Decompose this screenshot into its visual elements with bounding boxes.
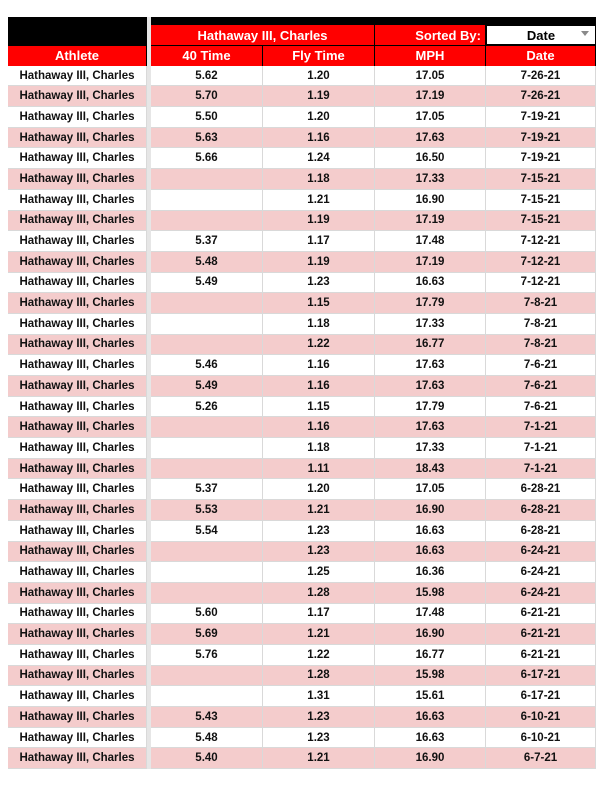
date-cell[interactable]: 6-28-21 bbox=[486, 521, 596, 542]
date-cell[interactable]: 6-10-21 bbox=[486, 728, 596, 749]
table-row bbox=[8, 231, 596, 252]
forty-time-cell[interactable] bbox=[151, 190, 263, 211]
fly-time-cell[interactable]: 1.24 bbox=[263, 148, 375, 169]
mph-cell[interactable]: 17.63 bbox=[375, 128, 486, 149]
athlete-cell[interactable]: Hathaway III, Charles bbox=[8, 128, 147, 149]
mph-cell[interactable]: 16.63 bbox=[375, 521, 486, 542]
athlete-cell[interactable]: Hathaway III, Charles bbox=[8, 397, 147, 418]
table-row bbox=[8, 583, 596, 604]
fly-time-cell[interactable]: 1.21 bbox=[263, 624, 375, 645]
date-cell[interactable]: 6-28-21 bbox=[486, 479, 596, 500]
mph-cell[interactable]: 16.63 bbox=[375, 728, 486, 749]
date-cell[interactable]: 6-10-21 bbox=[486, 707, 596, 728]
forty-time-cell[interactable]: 5.48 bbox=[151, 252, 263, 273]
sort-dropdown[interactable] bbox=[486, 25, 596, 45]
date-cell[interactable]: 6-21-21 bbox=[486, 604, 596, 625]
date-cell[interactable]: 6-28-21 bbox=[486, 500, 596, 521]
date-cell[interactable]: 7-15-21 bbox=[486, 211, 596, 232]
forty-time-cell[interactable]: 5.63 bbox=[151, 128, 263, 149]
forty-time-cell[interactable] bbox=[151, 335, 263, 356]
athlete-cell[interactable]: Hathaway III, Charles bbox=[8, 148, 147, 169]
fly-time-cell[interactable]: 1.28 bbox=[263, 583, 375, 604]
table-row bbox=[8, 562, 596, 583]
mph-cell[interactable]: 15.98 bbox=[375, 666, 486, 687]
mph-cell[interactable]: 17.19 bbox=[375, 86, 486, 107]
table-row bbox=[8, 128, 596, 149]
date-cell[interactable]: 7-19-21 bbox=[486, 148, 596, 169]
mph-cell[interactable]: 17.33 bbox=[375, 438, 486, 459]
fly-time-cell[interactable]: 1.23 bbox=[263, 707, 375, 728]
forty-time-cell[interactable]: 5.54 bbox=[151, 521, 263, 542]
forty-time-cell[interactable] bbox=[151, 417, 263, 438]
date-cell[interactable]: 6-21-21 bbox=[486, 645, 596, 666]
table-body bbox=[8, 66, 596, 769]
athlete-cell[interactable]: Hathaway III, Charles bbox=[8, 190, 147, 211]
mph-cell[interactable]: 17.79 bbox=[375, 397, 486, 418]
athlete-cell[interactable]: Hathaway III, Charles bbox=[8, 748, 147, 769]
date-cell[interactable]: 6-24-21 bbox=[486, 542, 596, 563]
table-row bbox=[8, 314, 596, 335]
fly-time-cell[interactable]: 1.23 bbox=[263, 542, 375, 563]
fly-time-cell[interactable]: 1.11 bbox=[263, 459, 375, 480]
athlete-cell[interactable]: Hathaway III, Charles bbox=[8, 438, 147, 459]
table-row bbox=[8, 624, 596, 645]
athlete-cell[interactable]: Hathaway III, Charles bbox=[8, 666, 147, 687]
fly-time-cell[interactable]: 1.19 bbox=[263, 252, 375, 273]
table-row bbox=[8, 666, 596, 687]
table-row bbox=[8, 542, 596, 563]
table-row bbox=[8, 500, 596, 521]
header-40-time: 40 Time bbox=[151, 45, 263, 66]
fly-time-cell[interactable]: 1.15 bbox=[263, 397, 375, 418]
mph-cell[interactable]: 17.48 bbox=[375, 604, 486, 625]
fly-time-cell[interactable]: 1.21 bbox=[263, 500, 375, 521]
header-athlete: Athlete bbox=[8, 45, 147, 66]
athlete-cell[interactable]: Hathaway III, Charles bbox=[8, 479, 147, 500]
forty-time-cell[interactable]: 5.49 bbox=[151, 273, 263, 294]
date-cell[interactable]: 7-26-21 bbox=[486, 86, 596, 107]
date-cell[interactable]: 7-12-21 bbox=[486, 231, 596, 252]
table-row bbox=[8, 107, 596, 128]
top-black-band bbox=[8, 17, 596, 25]
forty-time-cell[interactable]: 5.53 bbox=[151, 500, 263, 521]
date-cell[interactable]: 6-17-21 bbox=[486, 686, 596, 707]
table-row bbox=[8, 645, 596, 666]
athlete-cell[interactable]: Hathaway III, Charles bbox=[8, 686, 147, 707]
athlete-cell[interactable]: Hathaway III, Charles bbox=[8, 86, 147, 107]
mph-cell[interactable]: 16.90 bbox=[375, 748, 486, 769]
date-cell[interactable]: 7-8-21 bbox=[486, 335, 596, 356]
athlete-cell[interactable]: Hathaway III, Charles bbox=[8, 500, 147, 521]
date-cell[interactable]: 7-1-21 bbox=[486, 438, 596, 459]
athlete-cell[interactable]: Hathaway III, Charles bbox=[8, 273, 147, 294]
forty-time-cell[interactable]: 5.62 bbox=[151, 66, 263, 87]
sort-dropdown-value: Date bbox=[526, 27, 556, 43]
forty-time-cell[interactable] bbox=[151, 542, 263, 563]
forty-time-cell[interactable]: 5.70 bbox=[151, 86, 263, 107]
mph-cell[interactable]: 17.33 bbox=[375, 314, 486, 335]
mph-cell[interactable]: 17.05 bbox=[375, 107, 486, 128]
table-row bbox=[8, 355, 596, 376]
sorted-by-label: Sorted By: bbox=[375, 25, 486, 45]
date-cell[interactable]: 7-15-21 bbox=[486, 190, 596, 211]
forty-time-cell[interactable] bbox=[151, 459, 263, 480]
mph-cell[interactable]: 16.90 bbox=[375, 624, 486, 645]
table-row bbox=[8, 293, 596, 314]
mph-cell[interactable]: 16.90 bbox=[375, 190, 486, 211]
dropdown-arrow-icon[interactable] bbox=[581, 31, 589, 36]
fly-time-cell[interactable]: 1.18 bbox=[263, 169, 375, 190]
athlete-cell[interactable]: Hathaway III, Charles bbox=[8, 355, 147, 376]
athlete-cell[interactable]: Hathaway III, Charles bbox=[8, 252, 147, 273]
mph-cell[interactable]: 16.63 bbox=[375, 542, 486, 563]
date-cell[interactable]: 6-24-21 bbox=[486, 583, 596, 604]
table-row bbox=[8, 86, 596, 107]
athlete-cell[interactable]: Hathaway III, Charles bbox=[8, 542, 147, 563]
spreadsheet bbox=[8, 17, 596, 769]
forty-time-cell[interactable]: 5.69 bbox=[151, 624, 263, 645]
table-row bbox=[8, 397, 596, 418]
fly-time-cell[interactable]: 1.25 bbox=[263, 562, 375, 583]
fly-time-cell[interactable]: 1.28 bbox=[263, 666, 375, 687]
date-cell[interactable]: 6-21-21 bbox=[486, 624, 596, 645]
fly-time-cell[interactable]: 1.19 bbox=[263, 211, 375, 232]
forty-time-cell[interactable] bbox=[151, 583, 263, 604]
athlete-cell[interactable]: Hathaway III, Charles bbox=[8, 645, 147, 666]
mph-cell[interactable]: 16.63 bbox=[375, 273, 486, 294]
athlete-cell[interactable]: Hathaway III, Charles bbox=[8, 107, 147, 128]
fly-time-cell[interactable]: 1.23 bbox=[263, 521, 375, 542]
athlete-cell[interactable]: Hathaway III, Charles bbox=[8, 604, 147, 625]
header-fly-time: Fly Time bbox=[263, 45, 375, 66]
table-row bbox=[8, 273, 596, 294]
forty-time-cell[interactable]: 5.60 bbox=[151, 604, 263, 625]
fly-time-cell[interactable]: 1.20 bbox=[263, 107, 375, 128]
table-row bbox=[8, 190, 596, 211]
date-cell[interactable]: 7-15-21 bbox=[486, 169, 596, 190]
forty-time-cell[interactable]: 5.50 bbox=[151, 107, 263, 128]
table-row bbox=[8, 148, 596, 169]
forty-time-cell[interactable]: 5.46 bbox=[151, 355, 263, 376]
mph-cell[interactable]: 17.05 bbox=[375, 66, 486, 87]
athlete-cell[interactable]: Hathaway III, Charles bbox=[8, 66, 147, 87]
fly-time-cell[interactable]: 1.23 bbox=[263, 273, 375, 294]
fly-time-cell[interactable]: 1.15 bbox=[263, 293, 375, 314]
mph-cell[interactable]: 17.33 bbox=[375, 169, 486, 190]
header-mph: MPH bbox=[375, 45, 486, 66]
fly-time-cell[interactable]: 1.17 bbox=[263, 604, 375, 625]
date-cell[interactable]: 7-8-21 bbox=[486, 293, 596, 314]
fly-time-cell[interactable]: 1.21 bbox=[263, 748, 375, 769]
athlete-cell[interactable]: Hathaway III, Charles bbox=[8, 376, 147, 397]
mph-cell[interactable]: 15.98 bbox=[375, 583, 486, 604]
fly-time-cell[interactable]: 1.22 bbox=[263, 335, 375, 356]
forty-time-cell[interactable] bbox=[151, 686, 263, 707]
forty-time-cell[interactable]: 5.48 bbox=[151, 728, 263, 749]
forty-time-cell[interactable]: 5.49 bbox=[151, 376, 263, 397]
table-row bbox=[8, 252, 596, 273]
header-row bbox=[8, 45, 596, 66]
date-cell[interactable]: 6-24-21 bbox=[486, 562, 596, 583]
athlete-cell[interactable]: Hathaway III, Charles bbox=[8, 169, 147, 190]
fly-time-cell[interactable]: 1.18 bbox=[263, 314, 375, 335]
date-cell[interactable]: 7-19-21 bbox=[486, 107, 596, 128]
date-cell[interactable]: 6-17-21 bbox=[486, 666, 596, 687]
title-row bbox=[8, 25, 596, 45]
fly-time-cell[interactable]: 1.16 bbox=[263, 128, 375, 149]
table-row bbox=[8, 169, 596, 190]
date-cell[interactable]: 7-26-21 bbox=[486, 66, 596, 87]
athlete-title[interactable]: Hathaway III, Charles bbox=[151, 25, 375, 45]
forty-time-cell[interactable] bbox=[151, 314, 263, 335]
date-cell[interactable]: 7-19-21 bbox=[486, 128, 596, 149]
athlete-cell[interactable]: Hathaway III, Charles bbox=[8, 335, 147, 356]
athlete-cell[interactable]: Hathaway III, Charles bbox=[8, 293, 147, 314]
table-row bbox=[8, 417, 596, 438]
athlete-cell[interactable]: Hathaway III, Charles bbox=[8, 417, 147, 438]
date-cell[interactable]: 7-6-21 bbox=[486, 376, 596, 397]
table-row bbox=[8, 604, 596, 625]
mph-cell[interactable]: 16.63 bbox=[375, 707, 486, 728]
mph-cell[interactable]: 17.79 bbox=[375, 293, 486, 314]
mph-cell[interactable]: 17.63 bbox=[375, 376, 486, 397]
fly-time-cell[interactable]: 1.16 bbox=[263, 417, 375, 438]
athlete-cell[interactable]: Hathaway III, Charles bbox=[8, 521, 147, 542]
fly-time-cell[interactable]: 1.17 bbox=[263, 231, 375, 252]
table-row bbox=[8, 211, 596, 232]
forty-time-cell[interactable]: 5.37 bbox=[151, 479, 263, 500]
athlete-cell[interactable]: Hathaway III, Charles bbox=[8, 314, 147, 335]
athlete-cell[interactable]: Hathaway III, Charles bbox=[8, 459, 147, 480]
forty-time-cell[interactable]: 5.66 bbox=[151, 148, 263, 169]
forty-time-cell[interactable]: 5.37 bbox=[151, 231, 263, 252]
forty-time-cell[interactable] bbox=[151, 169, 263, 190]
fly-time-cell[interactable]: 1.20 bbox=[263, 479, 375, 500]
date-cell[interactable]: 6-7-21 bbox=[486, 748, 596, 769]
mph-cell[interactable]: 16.50 bbox=[375, 148, 486, 169]
mph-cell[interactable]: 15.61 bbox=[375, 686, 486, 707]
table-row bbox=[8, 521, 596, 542]
mph-cell[interactable]: 16.36 bbox=[375, 562, 486, 583]
table-row bbox=[8, 479, 596, 500]
forty-time-cell[interactable] bbox=[151, 293, 263, 314]
athlete-cell[interactable]: Hathaway III, Charles bbox=[8, 624, 147, 645]
fly-time-cell[interactable]: 1.22 bbox=[263, 645, 375, 666]
forty-time-cell[interactable] bbox=[151, 562, 263, 583]
table-row bbox=[8, 728, 596, 749]
mph-cell[interactable]: 16.77 bbox=[375, 645, 486, 666]
forty-time-cell[interactable] bbox=[151, 666, 263, 687]
date-cell[interactable]: 7-12-21 bbox=[486, 252, 596, 273]
athlete-cell[interactable]: Hathaway III, Charles bbox=[8, 728, 147, 749]
table-row bbox=[8, 66, 596, 87]
table-row bbox=[8, 686, 596, 707]
mph-cell[interactable]: 17.48 bbox=[375, 231, 486, 252]
athlete-cell[interactable]: Hathaway III, Charles bbox=[8, 583, 147, 604]
header-date: Date bbox=[486, 45, 596, 66]
fly-time-cell[interactable]: 1.23 bbox=[263, 728, 375, 749]
fly-time-cell[interactable]: 1.31 bbox=[263, 686, 375, 707]
fly-time-cell[interactable]: 1.21 bbox=[263, 190, 375, 211]
mph-cell[interactable]: 17.63 bbox=[375, 355, 486, 376]
athlete-cell[interactable]: Hathaway III, Charles bbox=[8, 707, 147, 728]
mph-cell[interactable]: 16.90 bbox=[375, 500, 486, 521]
date-cell[interactable]: 7-1-21 bbox=[486, 459, 596, 480]
mph-cell[interactable]: 17.19 bbox=[375, 211, 486, 232]
mph-cell[interactable]: 17.63 bbox=[375, 417, 486, 438]
forty-time-cell[interactable]: 5.76 bbox=[151, 645, 263, 666]
table-row bbox=[8, 376, 596, 397]
forty-time-cell[interactable]: 5.43 bbox=[151, 707, 263, 728]
table-row bbox=[8, 748, 596, 769]
table-row bbox=[8, 707, 596, 728]
date-cell[interactable]: 7-8-21 bbox=[486, 314, 596, 335]
forty-time-cell[interactable]: 5.40 bbox=[151, 748, 263, 769]
mph-cell[interactable]: 16.77 bbox=[375, 335, 486, 356]
date-cell[interactable]: 7-6-21 bbox=[486, 355, 596, 376]
date-cell[interactable]: 7-12-21 bbox=[486, 273, 596, 294]
blank-cell bbox=[8, 25, 147, 45]
athlete-cell[interactable]: Hathaway III, Charles bbox=[8, 231, 147, 252]
table-row bbox=[8, 459, 596, 480]
date-cell[interactable]: 7-6-21 bbox=[486, 397, 596, 418]
forty-time-cell[interactable] bbox=[151, 438, 263, 459]
mph-cell[interactable]: 17.19 bbox=[375, 252, 486, 273]
fly-time-cell[interactable]: 1.16 bbox=[263, 355, 375, 376]
athlete-cell[interactable]: Hathaway III, Charles bbox=[8, 562, 147, 583]
forty-time-cell[interactable] bbox=[151, 211, 263, 232]
forty-time-cell[interactable]: 5.26 bbox=[151, 397, 263, 418]
table-row bbox=[8, 335, 596, 356]
date-cell[interactable]: 7-1-21 bbox=[486, 417, 596, 438]
table-row bbox=[8, 438, 596, 459]
fly-time-cell[interactable]: 1.18 bbox=[263, 438, 375, 459]
mph-cell[interactable]: 17.05 bbox=[375, 479, 486, 500]
mph-cell[interactable]: 18.43 bbox=[375, 459, 486, 480]
fly-time-cell[interactable]: 1.20 bbox=[263, 66, 375, 87]
athlete-cell[interactable]: Hathaway III, Charles bbox=[8, 211, 147, 232]
fly-time-cell[interactable]: 1.16 bbox=[263, 376, 375, 397]
fly-time-cell[interactable]: 1.19 bbox=[263, 86, 375, 107]
